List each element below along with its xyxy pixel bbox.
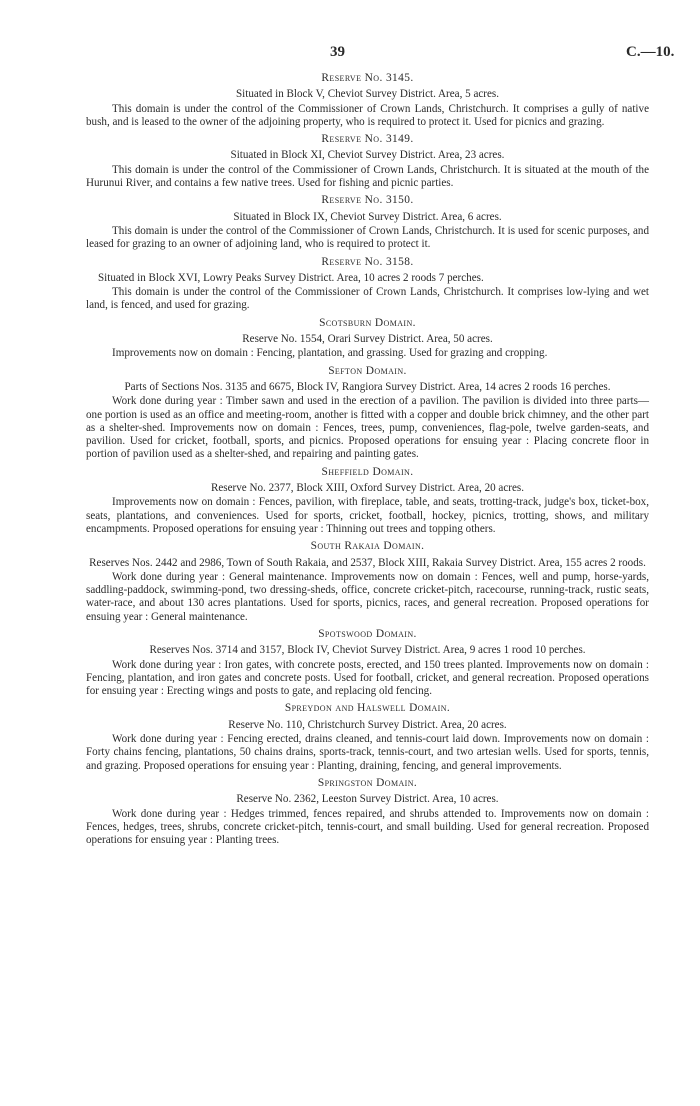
section-heading: Reserve No. 3149. [321,133,414,146]
section-heading: Sheffield Domain. [321,465,414,478]
section-text: This domain is under the control of the Commissioner of Crown Lands, Christchurch. It comprises a gully of native bush, and is leased to the owner of the adjoining property, who is required to protect it. Used for picnics and grazing. [86,102,649,128]
section-heading: Scotsburn Domain. [319,316,416,329]
spreydon-halswell-domain-section [86,702,649,772]
section-text: Work done during year : Timber sawn and used in the erection of a pavilion. The pavilion is divided into three parts—one portion is used as an office and meeting-room, another is fitted with a copper and double brick chimney, and the other part as a shelter-shed. Improvements now on domain : Fences, trees, pump, conveniences, flag-pole, twelve garden-seats, and pavilion. Used for cricket, football, sports, and picnics. Proposed operations for ensuing year : Placing concrete floor in portion of pavilion used as a shelter-shed, and repairing and painting gates. [86,395,649,461]
section-heading: Reserve No. 3150. [321,194,414,207]
section-heading: Sefton Domain. [328,364,407,377]
section-heading: South Rakaia Domain. [310,540,425,553]
page-body [86,72,649,851]
section-heading: Reserve No. 3145. [321,72,414,84]
section-location: Reserve No. 110, Christchurch Survey District. Area, 20 acres. [228,718,507,731]
south-rakaia-domain-section [86,540,649,624]
reserve-3150-section [86,194,649,251]
section-heading: Reserve No. 3158. [321,255,414,268]
reserve-3158-section [86,256,649,313]
section-text: This domain is under the control of the Commissioner of Crown Lands, Christchurch. It is used for scenic purposes, and leased for grazing to an owner of adjoining land, who is required to protect it. [86,224,649,251]
document-code: C.—10. [626,44,675,60]
section-location: Situated in Block XI, Cheviot Survey District. Area, 23 acres. [230,149,505,162]
section-text: Improvements now on domain : Fences, pavilion, with fireplace, table, and seats, trotting-track, judge's box, ticket-box, seats, plantations, and conveniences. Used for sports, cricket, football, hockey, picnics, trotting, shows, and military encampments. Proposed operations for ensuing year : Thinning out trees and topping others. [86,496,649,535]
section-location: Reserve No. 1554, Orari Survey District. Area, 50 acres. [242,333,493,346]
section-location: Reserve No. 2362, Leeston Survey District. Area, 10 acres. [236,793,499,806]
section-text: Work done during year : Hedges trimmed, fences repaired, and shrubs attended to. Improvements now on domain : Fences, hedges, trees, shrubs, concrete cricket-pitch, tennis-court, and small building. Used for general recreation. Proposed operations for ensuing year : Planting trees. [86,807,649,847]
page-header [0,44,700,66]
section-location: Parts of Sections Nos. 3135 and 6675, Block IV, Rangiora Survey District. Area, 14 acres 2 roods 16 perches. [124,380,611,393]
section-text: Work done during year : Iron gates, with concrete posts, erected, and 150 trees planted. Improvements now on domain : Fencing, plantation, and iron gates and concrete posts. Used for football, cricket, and general recreation. Proposed operations for ensuing year : Erecting wings and posts to gate, and replacing old fencing. [86,658,649,698]
section-text: This domain is under the control of the Commissioner of Crown Lands, Christchurch. It is situated at the mouth of the Hurunui River, and contains a few native trees. Used for fishing and picnic parties. [86,163,649,190]
scotsburn-domain-section [86,317,649,361]
section-location: Reserves Nos. 3714 and 3157, Block IV, Cheviot Survey District. Area, 9 acres 1 rood 10 perches. [149,644,586,657]
section-text: Improvements now on domain : Fencing, plantation, and grassing. Used for grazing and cropping. [112,347,548,360]
section-location: Situated in Block IX, Cheviot Survey District. Area, 6 acres. [233,210,502,223]
section-text: This domain is under the control of the Commissioner of Crown Lands, Christchurch. It comprises low-lying and wet land, is fenced, and used for grazing. [86,286,649,312]
section-heading: Springston Domain. [317,776,418,789]
section-location: Reserves Nos. 2442 and 2986, Town of South Rakaia, and 2537, Block XIII, Rakaia Survey District. Area, 155 acres 2 roods. [89,556,646,569]
reserve-3149-section [86,133,649,190]
reserve-3145-section [86,72,649,129]
section-location: Situated in Block XVI, Lowry Peaks Survey District. Area, 10 acres 2 roods 7 perches. [98,271,484,284]
section-location: Reserve No. 2377, Block XIII, Oxford Survey District. Area, 20 acres. [210,482,524,495]
section-location: Situated in Block V, Cheviot Survey District. Area, 5 acres. [235,88,500,101]
sefton-domain-section [86,365,649,462]
spotswood-domain-section [86,628,649,698]
springston-domain-section [86,777,649,847]
page-number: 39 [330,44,345,60]
section-text: Work done during year : Fencing erected, drains cleaned, and tennis-court laid down. Improvements now on domain : Forty chains fencing, plantations, 50 chains drains, sports-track, tennis-court, and two artesian wells. Used for sports, tennis, and grazing. Proposed operations for ensuing year : Planting, draining, fencing, and general improvements. [86,733,649,772]
section-heading: Spotswood Domain. [318,627,417,640]
section-text: Work done during year : General maintenance. Improvements now on domain : Fences, well and pump, horse-yards, saddling-paddock, swimming-pond, two dressing-sheds, office, concrete cricket-pitch, racecourse, running-track, rustic seats, water-race, and about 130 acres plantations. Used for sports, picnics, races, and general recreation. Proposed operations for ensuing year : General maintenance. [86,570,649,623]
section-heading: Spreydon and Halswell Domain. [284,702,451,715]
sheffield-domain-section [86,466,649,536]
